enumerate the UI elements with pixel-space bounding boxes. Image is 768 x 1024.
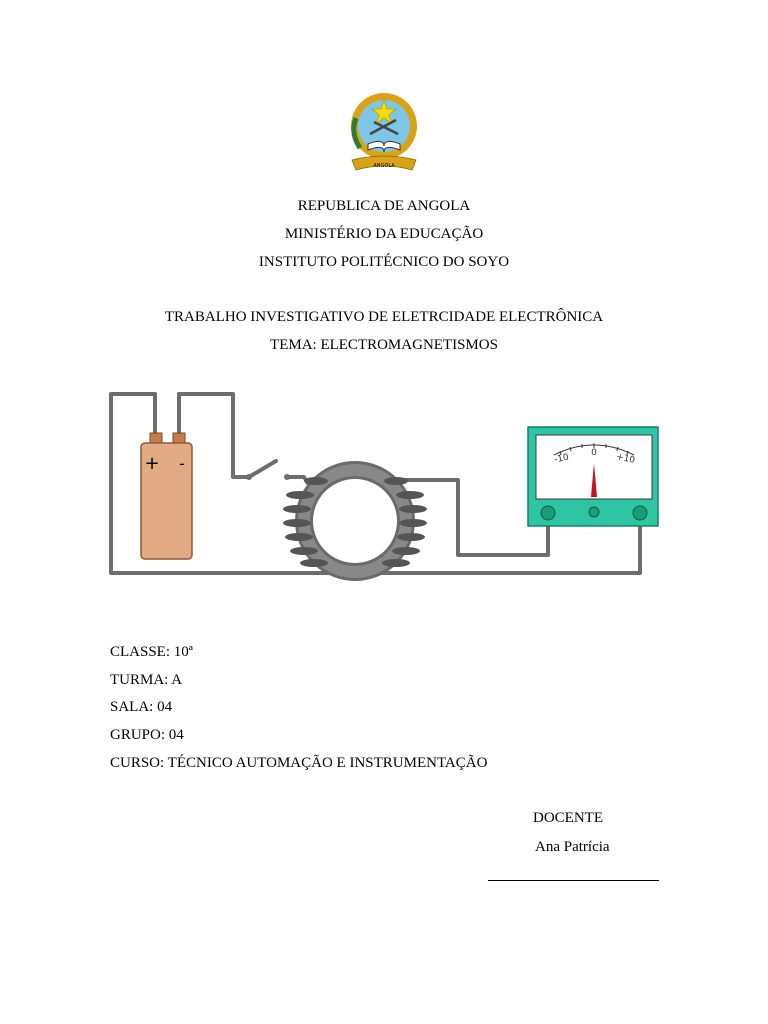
meter-label-zero: 0 [591, 448, 597, 458]
switch-contact-left [246, 474, 252, 480]
wire-coil-to-meter [404, 480, 548, 555]
info-turma: TURMA: A [110, 672, 183, 688]
work-title: TRABALHO INVESTIGATIVO DE ELETRCIDADE ELECTRÔNICA [164, 309, 604, 325]
meter-knob [589, 507, 599, 517]
battery [141, 433, 192, 559]
electromagnetism-circuit-diagram [104, 385, 664, 585]
info-grupo: GRUPO: 04 [110, 727, 184, 743]
meter-label-plus: +10 [615, 452, 636, 466]
signature-line [488, 880, 659, 881]
teacher-name: Ana Patrícia [535, 839, 610, 855]
battery-minus-sign: - [179, 454, 185, 473]
work-theme: TEMA: ELECTROMAGNETISMOS [270, 337, 498, 353]
teacher-label: DOCENTE [533, 810, 603, 826]
info-classe: CLASSE: 10ª [110, 644, 193, 660]
meter-terminal-left [541, 506, 555, 520]
institute-name: INSTITUTO POLITÉCNICO DO SOYO [258, 254, 510, 270]
toroid-coil [283, 470, 427, 572]
switch-contact-right [284, 474, 290, 480]
info-curso: CURSO: TÉCNICO AUTOMAÇÃO E INSTRUMENTAÇÃO [110, 755, 488, 771]
switch-blade [249, 461, 276, 477]
battery-plus-sign: + [144, 453, 160, 474]
toroid-core-highlight [304, 470, 406, 572]
info-sala: SALA: 04 [110, 699, 173, 715]
ministry-name: MINISTÉRIO DA EDUCAÇÃO [284, 226, 484, 242]
country-name: REPUBLICA DE ANGOLA [297, 198, 471, 214]
angola-coat-of-arms-icon [346, 88, 422, 174]
meter-label-minus: -10 [553, 452, 570, 466]
emblem-ribbon-text: ANGOLA [373, 163, 395, 169]
meter-terminal-right [633, 506, 647, 520]
galvanometer [528, 427, 658, 526]
